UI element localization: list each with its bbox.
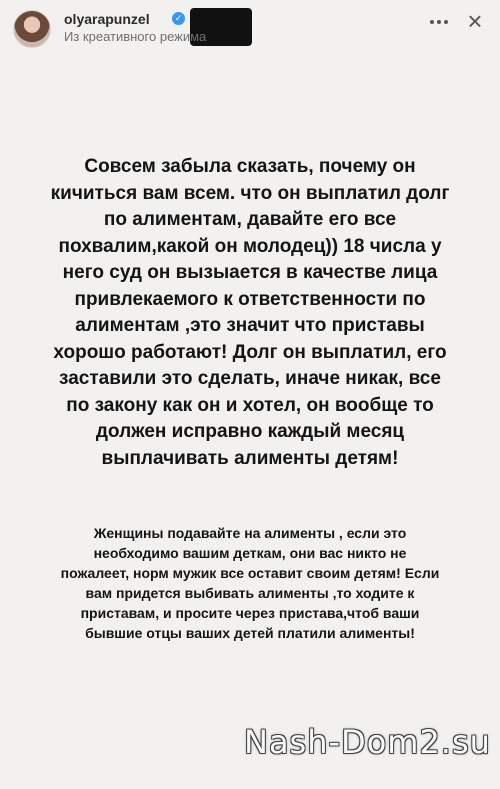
verified-badge-icon: ✓ [172,12,185,25]
story-secondary-text: Женщины подавайте на алименты , если это необходимо вашим деткам, они вас никто не пожалеет, норм мужик все оставит своим детям! Если вам придется выбивать алименты ,то ходите к приставам, и просите через пристава,чтоб ваши бывшие отцы ваших детей платили алименты! [60,525,440,641]
avatar[interactable] [13,10,51,48]
story-main-text: Совсем забыла сказать, почему он кичиться вам всем. что он выплатил долг по алиментам, давайте его все похвалим,какой он молодец)) 18 числа у него суд он вызыается в качестве лица привлекаемого к ответственности по алиментам ,это значит что приставы хорошо работают! Долг он выплатил, его заставили это сделать, иначе никак, все по закону как он и хотел, он вообще то должен исправно каждый месяц выплачивать алименты детям! [50,156,450,469]
more-options-icon[interactable] [430,16,454,28]
story-subtitle: Из креативного режима [64,29,207,44]
watermark: Nash-Dom2.su [244,723,491,761]
story-header [0,0,500,64]
username[interactable]: olyarapunzel [64,11,150,27]
close-icon[interactable]: × [467,6,483,36]
